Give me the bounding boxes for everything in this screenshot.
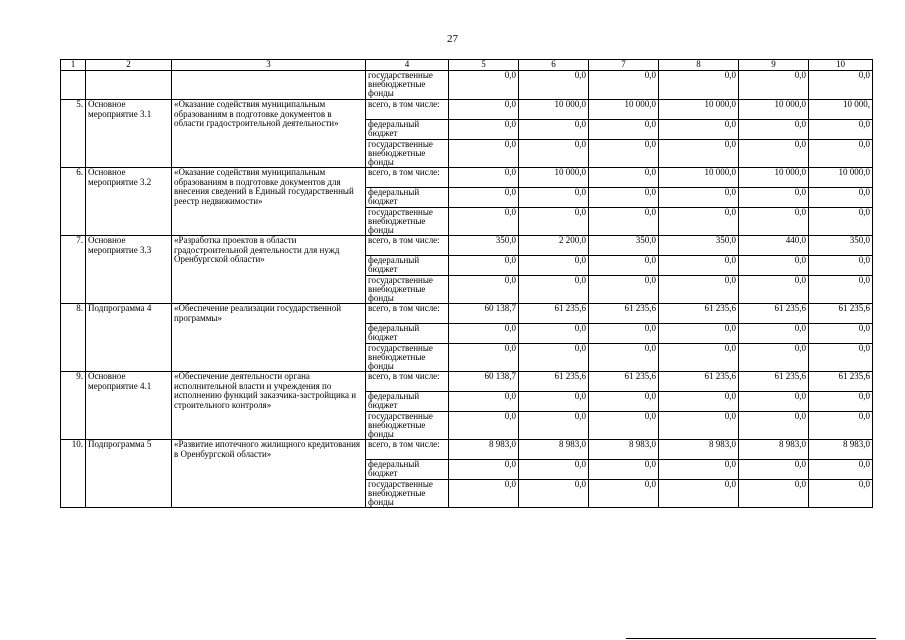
amount-cell: 0,0 — [589, 412, 659, 440]
amount-cell: 0,0 — [449, 276, 519, 304]
funding-source-label: государственные внебюджетные фонды — [366, 344, 449, 372]
funding-source-label: федеральный бюджет — [366, 256, 449, 276]
amount-cell: 0,0 — [809, 276, 873, 304]
column-header: 5 — [449, 60, 519, 71]
amount-cell: 2 200,0 — [519, 236, 589, 256]
amount-cell: 0,0 — [739, 208, 809, 236]
amount-cell: 0,0 — [659, 188, 739, 208]
amount-cell: 350,0 — [449, 236, 519, 256]
amount-cell: 0,0 — [739, 392, 809, 412]
funding-source-label: федеральный бюджет — [366, 324, 449, 344]
funding-source-label: всего, в том числе: — [366, 100, 449, 120]
amount-cell: 0,0 — [589, 480, 659, 508]
amount-cell: 0,0 — [739, 140, 809, 168]
column-header: 10 — [809, 60, 873, 71]
amount-cell: 10 000,0 — [659, 100, 739, 120]
amount-cell: 0,0 — [659, 256, 739, 276]
row-number-cell: 10. — [61, 440, 86, 508]
amount-cell: 61 235,6 — [809, 304, 873, 324]
amount-cell: 0,0 — [589, 140, 659, 168]
amount-cell: 0,0 — [449, 208, 519, 236]
amount-cell: 61 235,6 — [739, 372, 809, 392]
amount-cell: 0,0 — [589, 344, 659, 372]
funding-source-label: государственные внебюджетные фонды — [366, 208, 449, 236]
amount-cell: 10 000, — [809, 100, 873, 120]
activity-name-cell: «Обеспечение реализации государственной программы» — [172, 304, 366, 372]
amount-cell: 0,0 — [449, 324, 519, 344]
amount-cell: 0,0 — [659, 480, 739, 508]
column-header: 7 — [589, 60, 659, 71]
amount-cell: 0,0 — [809, 256, 873, 276]
amount-cell: 8 983,0 — [589, 440, 659, 460]
amount-cell: 0,0 — [519, 480, 589, 508]
funding-source-label: всего, в том числе: — [366, 304, 449, 324]
amount-cell: 61 235,6 — [659, 304, 739, 324]
amount-cell: 0,0 — [809, 120, 873, 140]
page-number: 27 — [447, 33, 458, 45]
amount-cell: 0,0 — [809, 208, 873, 236]
activity-type-cell: Подпрограмма 4 — [86, 304, 172, 372]
table-header — [61, 60, 873, 71]
amount-cell: 61 235,6 — [659, 372, 739, 392]
amount-cell: 0,0 — [589, 324, 659, 344]
amount-cell: 0,0 — [519, 140, 589, 168]
amount-cell: 0,0 — [659, 208, 739, 236]
amount-cell: 0,0 — [449, 120, 519, 140]
table-row — [61, 71, 873, 100]
header-row — [61, 60, 873, 71]
amount-cell: 0,0 — [589, 120, 659, 140]
amount-cell: 0,0 — [659, 460, 739, 480]
amount-cell: 0,0 — [659, 120, 739, 140]
amount-cell: 0,0 — [519, 460, 589, 480]
amount-cell: 0,0 — [449, 168, 519, 188]
funding-source-label: всего, в том числе: — [366, 236, 449, 256]
amount-cell: 0,0 — [519, 188, 589, 208]
amount-cell: 10 000,0 — [739, 100, 809, 120]
funding-source-label: федеральный бюджет — [366, 460, 449, 480]
amount-cell: 0,0 — [739, 276, 809, 304]
amount-cell: 0,0 — [449, 100, 519, 120]
amount-cell: 61 235,6 — [589, 304, 659, 324]
amount-cell: 0,0 — [449, 188, 519, 208]
table-body — [61, 71, 873, 508]
amount-cell: 0,0 — [809, 344, 873, 372]
amount-cell: 0,0 — [809, 412, 873, 440]
activity-type-cell: Основное мероприятие 3.2 — [86, 168, 172, 236]
amount-cell: 0,0 — [739, 324, 809, 344]
amount-cell: 10 000,0 — [519, 100, 589, 120]
amount-cell: 0,0 — [519, 276, 589, 304]
table-row — [61, 236, 873, 256]
amount-cell: 0,0 — [449, 71, 519, 100]
amount-cell: 0,0 — [659, 324, 739, 344]
amount-cell: 0,0 — [519, 344, 589, 372]
funding-source-label: государственные внебюджетные фонды — [366, 71, 449, 100]
amount-cell: 0,0 — [739, 480, 809, 508]
activity-name-cell: «Обеспечение деятельности органа исполнительной власти и учреждения по исполнению функций заказчика-застройщика и строительного контроля» — [172, 372, 366, 440]
activity-name-cell: «Оказание содействия муниципальным образованиям в подготовке документов для внесения сведений в Единый государственный реестр недвижимости» — [172, 168, 366, 236]
row-number-cell: 8. — [61, 304, 86, 372]
column-header: 3 — [172, 60, 366, 71]
amount-cell: 8 983,0 — [739, 440, 809, 460]
amount-cell: 0,0 — [449, 460, 519, 480]
amount-cell: 0,0 — [449, 412, 519, 440]
amount-cell: 0,0 — [519, 324, 589, 344]
amount-cell: 8 983,0 — [449, 440, 519, 460]
amount-cell: 61 235,6 — [519, 372, 589, 392]
activity-name-cell — [172, 71, 366, 100]
amount-cell: 61 235,6 — [739, 304, 809, 324]
funding-source-label: государственные внебюджетные фонды — [366, 412, 449, 440]
amount-cell: 0,0 — [449, 392, 519, 412]
amount-cell: 0,0 — [739, 256, 809, 276]
activity-name-cell: «Разработка проектов в области градостроительной деятельности для нужд Оренбургской области» — [172, 236, 366, 304]
amount-cell: 350,0 — [659, 236, 739, 256]
amount-cell: 0,0 — [659, 71, 739, 100]
amount-cell: 0,0 — [739, 71, 809, 100]
funding-source-label: федеральный бюджет — [366, 188, 449, 208]
amount-cell: 0,0 — [589, 71, 659, 100]
amount-cell: 0,0 — [809, 392, 873, 412]
amount-cell: 0,0 — [589, 188, 659, 208]
funding-source-label: всего, в том числе: — [366, 372, 449, 392]
amount-cell: 0,0 — [739, 120, 809, 140]
footnote-rule — [626, 638, 876, 639]
amount-cell: 61 235,6 — [809, 372, 873, 392]
column-header: 2 — [86, 60, 172, 71]
amount-cell: 0,0 — [519, 120, 589, 140]
amount-cell: 10 000,0 — [659, 168, 739, 188]
amount-cell: 0,0 — [809, 324, 873, 344]
budget-table — [60, 59, 873, 508]
amount-cell: 0,0 — [809, 460, 873, 480]
table-row — [61, 100, 873, 120]
amount-cell: 0,0 — [449, 344, 519, 372]
activity-name-cell: «Развитие ипотечного жилищного кредитования в Оренбургской области» — [172, 440, 366, 508]
amount-cell: 0,0 — [589, 208, 659, 236]
amount-cell: 0,0 — [449, 140, 519, 168]
activity-type-cell — [86, 71, 172, 100]
amount-cell: 61 235,6 — [589, 372, 659, 392]
column-header: 1 — [61, 60, 86, 71]
amount-cell: 0,0 — [809, 480, 873, 508]
amount-cell: 0,0 — [659, 140, 739, 168]
amount-cell: 60 138,7 — [449, 304, 519, 324]
funding-source-label: государственные внебюджетные фонды — [366, 140, 449, 168]
activity-type-cell: Основное мероприятие 4.1 — [86, 372, 172, 440]
funding-source-label: государственные внебюджетные фонды — [366, 480, 449, 508]
amount-cell: 10 000,0 — [809, 168, 873, 188]
amount-cell: 61 235,6 — [519, 304, 589, 324]
row-number-cell: 5. — [61, 100, 86, 168]
amount-cell: 0,0 — [519, 256, 589, 276]
column-header: 8 — [659, 60, 739, 71]
amount-cell: 60 138,7 — [449, 372, 519, 392]
activity-name-cell: «Оказание содействия муниципальным образованиям в подготовке документов в области градостроительной деятельности» — [172, 100, 366, 168]
amount-cell: 0,0 — [519, 392, 589, 412]
funding-source-label: федеральный бюджет — [366, 392, 449, 412]
row-number-cell — [61, 71, 86, 100]
table-row — [61, 372, 873, 392]
amount-cell: 0,0 — [659, 412, 739, 440]
activity-type-cell: Основное мероприятие 3.3 — [86, 236, 172, 304]
table-row — [61, 168, 873, 188]
amount-cell: 0,0 — [809, 71, 873, 100]
amount-cell: 0,0 — [739, 460, 809, 480]
funding-source-label: федеральный бюджет — [366, 120, 449, 140]
table-row — [61, 304, 873, 324]
amount-cell: 0,0 — [519, 71, 589, 100]
amount-cell: 0,0 — [449, 256, 519, 276]
amount-cell: 0,0 — [589, 256, 659, 276]
amount-cell: 10 000,0 — [519, 168, 589, 188]
activity-type-cell: Основное мероприятие 3.1 — [86, 100, 172, 168]
row-number-cell: 9. — [61, 372, 86, 440]
column-header: 4 — [366, 60, 449, 71]
funding-source-label: всего, в том числе: — [366, 168, 449, 188]
amount-cell: 0,0 — [519, 412, 589, 440]
activity-type-cell: Подпрограмма 5 — [86, 440, 172, 508]
funding-source-label: государственные внебюджетные фонды — [366, 276, 449, 304]
table-row — [61, 440, 873, 460]
amount-cell: 0,0 — [809, 140, 873, 168]
amount-cell: 350,0 — [809, 236, 873, 256]
amount-cell: 0,0 — [659, 344, 739, 372]
amount-cell: 10 000,0 — [739, 168, 809, 188]
amount-cell: 440,0 — [739, 236, 809, 256]
amount-cell: 0,0 — [589, 168, 659, 188]
column-header: 6 — [519, 60, 589, 71]
amount-cell: 0,0 — [589, 276, 659, 304]
amount-cell: 10 000,0 — [589, 100, 659, 120]
row-number-cell: 6. — [61, 168, 86, 236]
amount-cell: 350,0 — [589, 236, 659, 256]
row-number-cell: 7. — [61, 236, 86, 304]
column-header: 9 — [739, 60, 809, 71]
amount-cell: 8 983,0 — [809, 440, 873, 460]
amount-cell: 0,0 — [739, 412, 809, 440]
amount-cell: 0,0 — [659, 392, 739, 412]
amount-cell: 0,0 — [589, 392, 659, 412]
amount-cell: 0,0 — [739, 188, 809, 208]
amount-cell: 0,0 — [449, 480, 519, 508]
amount-cell: 8 983,0 — [519, 440, 589, 460]
amount-cell: 0,0 — [809, 188, 873, 208]
amount-cell: 0,0 — [659, 276, 739, 304]
amount-cell: 8 983,0 — [659, 440, 739, 460]
amount-cell: 0,0 — [589, 460, 659, 480]
amount-cell: 0,0 — [739, 344, 809, 372]
amount-cell: 0,0 — [519, 208, 589, 236]
funding-source-label: всего, в том числе: — [366, 440, 449, 460]
